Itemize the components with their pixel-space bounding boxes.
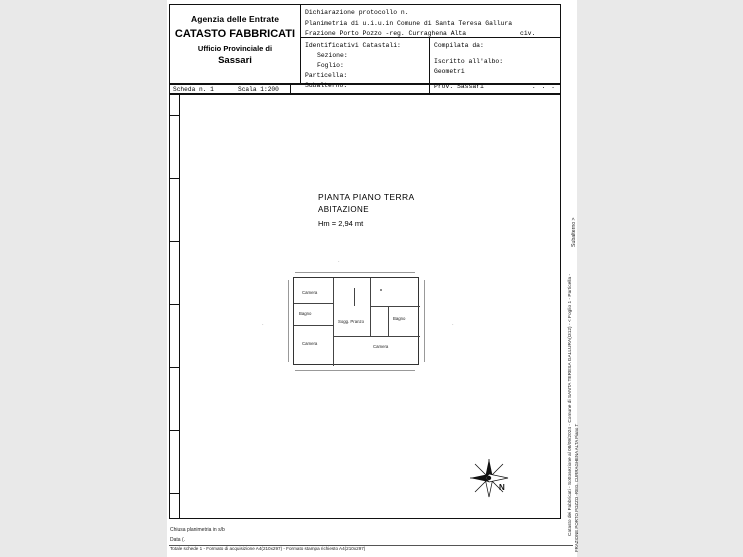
compiled-prov: Prov. Sassari <box>434 82 484 90</box>
compiled-dots: . . . <box>531 82 556 90</box>
floor-plan <box>293 277 419 365</box>
room-label: Camera <box>302 290 318 295</box>
plan-title-line2: ABITAZIONE <box>318 205 369 214</box>
plan-dimension-line <box>424 280 425 362</box>
room-label: Bagno <box>393 316 406 321</box>
plan-dimension-line <box>295 272 415 273</box>
plan-fixture <box>380 289 382 291</box>
room-label: Sogg. Pranzo <box>338 319 365 324</box>
compass-rose <box>466 455 512 501</box>
cadastral-foglio: Foglio: <box>317 61 344 69</box>
scale-bar <box>169 84 561 94</box>
plan-wall <box>370 278 371 336</box>
frame-tick <box>170 493 179 494</box>
side-text-inner: Subalterno > <box>571 217 577 247</box>
declaration-line2: Planimetria di u.i.u.in Comune di Santa Teresa Gallura <box>305 19 513 27</box>
plan-dimension-line <box>295 370 415 371</box>
plan-wall <box>333 278 334 366</box>
frame-tick <box>170 115 179 116</box>
frame-tick <box>170 304 179 305</box>
agency-line3: Ufficio Provinciale di <box>197 44 273 53</box>
frame-tick <box>170 367 179 368</box>
plan-wall <box>333 336 420 337</box>
frame-tick <box>170 241 179 242</box>
plan-tick: · <box>452 322 454 328</box>
agency-line2: CATASTO FABBRICATI <box>174 28 296 40</box>
compiled-albo: Iscritto all'albo: <box>434 57 504 65</box>
header-right <box>301 5 560 90</box>
plan-wall <box>354 288 355 306</box>
cadastral-title: Identificativi Catastali: <box>305 42 401 49</box>
compiled-title: Compilata da: <box>434 42 484 49</box>
side-text-outer: FRAZIONE PORTO POZZO -REG. CURRAGHENA ALTA Piano T <box>574 423 579 552</box>
footer-line1: Chiusa planimetria in s/b <box>170 527 225 533</box>
agency-line4: Sassari <box>218 55 252 67</box>
frame-tick <box>170 430 179 431</box>
frame-tick <box>170 178 179 179</box>
declaration-line1: Dichiarazione protocollo n. <box>305 9 409 16</box>
plan-title-line1: PIANTA PIANO TERRA <box>318 192 415 202</box>
compiled-geometri: Geometri <box>434 67 465 75</box>
agency-line1: Agenzia delle Entrate <box>190 14 280 24</box>
plan-wall <box>294 303 334 304</box>
plan-wall <box>294 325 334 326</box>
right-margin <box>577 0 743 557</box>
cadastral-subalterno: Subalterno: <box>305 81 348 89</box>
plan-dimension-line <box>288 280 289 362</box>
scale-value: Scala 1:200 <box>238 86 279 93</box>
scale-bar-divider <box>290 85 291 93</box>
declaration-line3: Frazione Porto Pozzo -reg. Curraghena Alta <box>305 30 467 38</box>
agency-block <box>170 5 301 83</box>
side-text-mid: Catasto dei Fabbricati - Sottosezione al 08/09/2024 - Comune di SANTA TERESA GALLURA(I312) - < Foglio 1 - Particella - <box>568 273 573 536</box>
plan-title-line3: Hm = 2,94 mt <box>318 219 364 228</box>
footer-line3: Totale schede 1 - Formato di acquisizione A4(210x297) - Formato stampa richiesto A4(210x297) <box>170 546 366 551</box>
declaration-block <box>301 5 560 38</box>
scheda-number: Scheda n. 1 <box>173 86 214 93</box>
plan-tick: · <box>338 259 340 265</box>
plan-wall <box>370 306 420 307</box>
room-label: Camera <box>373 344 389 349</box>
plan-wall <box>388 306 389 336</box>
room-label: Bagno <box>299 311 312 316</box>
cadastral-particella: Particella: <box>305 71 348 79</box>
room-label: Camera <box>302 341 318 346</box>
frame-inner-rule <box>179 95 180 518</box>
declaration-civ: civ. <box>520 30 536 38</box>
footer-line2: Data (. <box>170 537 186 543</box>
compass-north-label: N <box>499 483 505 492</box>
plan-tick: · <box>262 322 264 328</box>
left-margin <box>0 0 167 557</box>
cadastral-sezione: Sezione: <box>317 51 348 59</box>
